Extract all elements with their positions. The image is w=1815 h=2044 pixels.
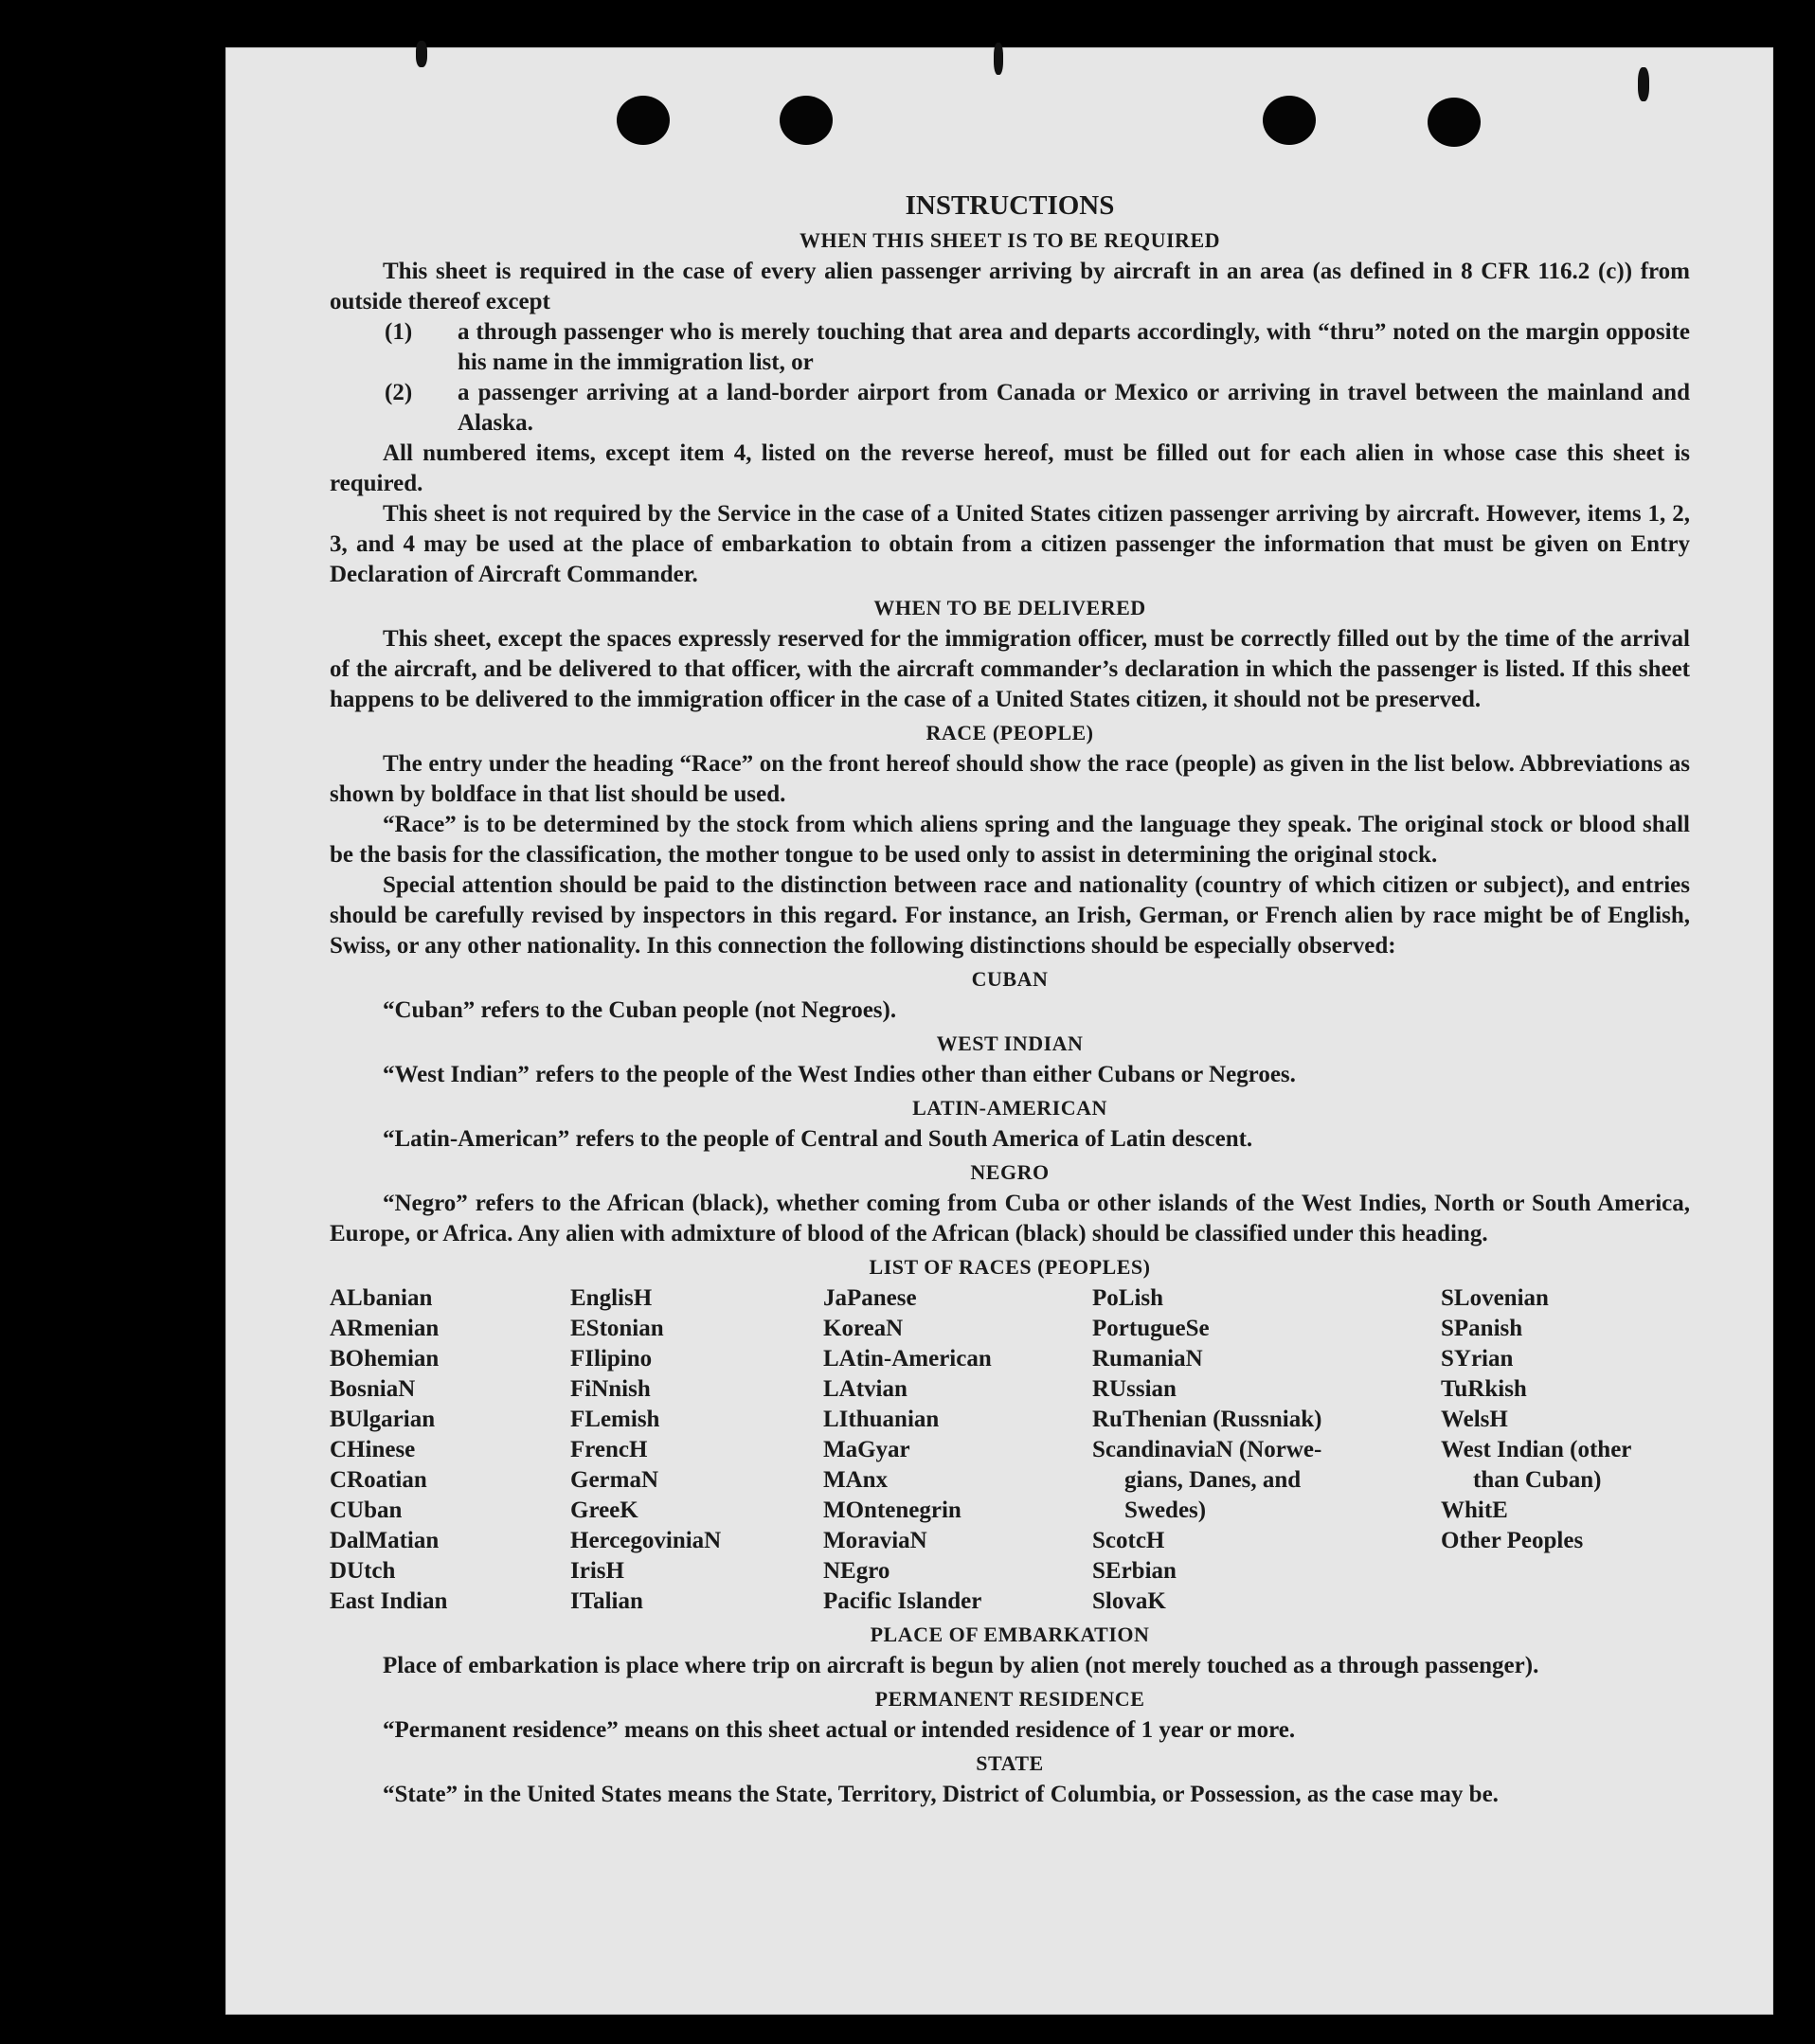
race-item: SPanish [1441,1316,1523,1341]
race-item: MOntenegrin [823,1497,961,1523]
race-item: JaPanese [823,1285,917,1311]
race-item: MAnx [823,1467,889,1493]
race-item: ARmenian [330,1316,440,1341]
paragraph: “West Indian” refers to the people of the West Indies other than either Cubans or Negroes. [383,1062,1296,1087]
paragraph: The entry under the heading “Race” on the front hereof should show the race (people) as given in the list below. Abbreviations as shown by boldface in that list should be used. [330,751,1690,807]
paragraph: “Race” is to be determined by the stock from which aliens spring and the language they speak. The original stock or blood shall be the basis for the classification, the mother tongue to be used only to assist in determining the original stock. [330,812,1690,868]
race-item: HercegoviniaN [570,1528,722,1553]
race-column [1441,1283,1690,1617]
race-item: CUban [330,1497,403,1523]
numbered-item [330,378,1690,439]
section-heading: PERMANENT RESIDENCE [874,1687,1145,1711]
race-item: FrencH [570,1437,648,1462]
section-heading: WHEN THIS SHEET IS TO BE REQUIRED [799,228,1221,252]
section-heading: STATE [976,1751,1044,1775]
race-item: Pacific Islander [823,1588,982,1614]
scan-speck [994,43,1003,75]
race-item: than Cuban) [1473,1467,1602,1493]
race-item: RumaniaN [1092,1346,1203,1372]
scan-speck [1638,67,1649,101]
race-column [823,1283,1092,1617]
paragraph: “State” in the United States means the State, Territory, District of Columbia, or Possession, as the case may be. [383,1782,1499,1807]
race-item: ALbanian [330,1285,433,1311]
race-item: Swedes) [1124,1497,1207,1523]
paragraph: “Negro” refers to the African (black), whether coming from Cuba or other islands of the West Indies, North or South America, Europe, or Africa. Any alien with admixture of blood of the African (black) should be classified under this heading. [330,1191,1690,1246]
paragraph: “Latin-American” refers to the people of Central and South America of Latin descent. [383,1126,1253,1152]
race-item: EnglisH [570,1285,653,1311]
race-item: SlovaK [1092,1588,1166,1614]
race-item: PoLish [1092,1285,1164,1311]
numbered-item [330,317,1690,378]
race-list [330,1283,1690,1617]
paragraph: Place of embarkation is place where trip on aircraft is begun by alien (not merely touched as a through passenger). [383,1653,1539,1678]
item-number: (1) [385,319,413,345]
race-item: FIlipino [570,1346,653,1372]
race-item: gians, Danes, and [1124,1467,1302,1493]
race-item: BUlgarian [330,1407,436,1432]
paragraph: This sheet, except the spaces expressly reserved for the immigration officer, must be correctly filled out by the time of the arrival of the aircraft, and be delivered to that officer, with the aircraft commander’s declaration in which the passenger is listed. If this sheet happens to be delivered to the immigration officer in the case of a United States citizen, it should not be preserved. [330,626,1690,712]
page-title: INSTRUCTIONS [905,190,1115,221]
section-heading: NEGRO [970,1160,1050,1184]
race-item: LAtin-American [823,1346,992,1372]
race-column [570,1283,823,1617]
paragraph: “Permanent residence” means on this sheet actual or intended residence of 1 year or more. [383,1717,1296,1743]
race-item: MaGyar [823,1437,910,1462]
paragraph: Special attention should be paid to the distinction between race and nationality (country of which citizen or subject), and entries should be carefully revised by inspectors in this regard. For instance, an Irish, German, or French alien by race might be of English, Swiss, or any other nationality. In this connection the following distinctions should be especially observed: [330,872,1690,959]
section-heading: LATIN-AMERICAN [912,1096,1107,1120]
section-heading: PLACE OF EMBARKATION [870,1623,1150,1646]
race-item: WelsH [1441,1407,1508,1432]
race-item: SYrian [1441,1346,1514,1372]
race-column [330,1283,570,1617]
race-item: TuRkish [1441,1376,1527,1402]
paragraph: This sheet is required in the case of every alien passenger arriving by aircraft in an area (as defined in 8 CFR 116.2 (c)) from outside thereof except [330,259,1690,314]
paragraph: This sheet is not required by the Service in the case of a United States citizen passenger arriving by aircraft. However, items 1, 2, 3, and 4 may be used at the place of embarkation to obtain from a citizen passenger the information that must be given on Entry Declaration of Aircraft Commander. [330,501,1690,587]
paragraph: “Cuban” refers to the Cuban people (not Negroes). [383,997,897,1023]
race-item: FiNnish [570,1376,651,1402]
section-heading: CUBAN [971,967,1049,991]
race-item: Other Peoples [1441,1528,1584,1553]
race-item: ScotcH [1092,1528,1165,1553]
punch-hole [1263,96,1316,145]
race-item: EStonian [570,1316,664,1341]
instructions-text [330,139,1690,1810]
item-text: a passenger arriving at a land-border airport from Canada or Mexico or arriving in travel between the mainland and Alaska. [458,380,1690,436]
race-item: SLovenian [1441,1285,1549,1311]
race-item: MoraviaN [823,1528,927,1553]
race-item: East Indian [330,1588,448,1614]
punch-hole [780,96,833,145]
race-item: DUtch [330,1558,396,1584]
race-column [1092,1283,1441,1617]
race-item: DalMatian [330,1528,440,1553]
race-item: PortugueSe [1092,1316,1210,1341]
race-item: BOhemian [330,1346,440,1372]
race-item: LAtvian [823,1376,908,1402]
race-item: ITalian [570,1588,643,1614]
section-heading: WEST INDIAN [936,1031,1084,1055]
race-item: CRoatian [330,1467,427,1493]
race-item: FLemish [570,1407,660,1432]
race-item: BosniaN [330,1376,416,1402]
race-item: WhitE [1441,1497,1508,1523]
race-item: NEgro [823,1558,890,1584]
paragraph: All numbered items, except item 4, listed on the reverse hereof, must be filled out for each alien in whose case this sheet is required. [330,440,1690,496]
item-number: (2) [385,380,413,405]
race-item: West Indian (other [1441,1437,1632,1462]
race-item: RuThenian (Russniak) [1092,1407,1322,1432]
race-item: LIthuanian [823,1407,940,1432]
item-text: a through passenger who is merely touching that area and departs accordingly, with “thru” noted on the margin opposite his name in the immigration list, or [458,319,1690,375]
race-item: CHinese [330,1437,416,1462]
race-item: GermaN [570,1467,659,1493]
section-heading: LIST OF RACES (PEOPLES) [869,1255,1151,1279]
race-item: RUssian [1092,1376,1177,1402]
scan-speck [416,41,427,67]
section-heading: WHEN TO BE DELIVERED [873,596,1146,619]
section-heading: RACE (PEOPLE) [925,721,1094,744]
race-item: KoreaN [823,1316,904,1341]
race-item: IrisH [570,1558,624,1584]
race-item: GreeK [570,1497,638,1523]
race-item: ScandinaviaN (Norwe- [1092,1437,1322,1462]
race-item: SErbian [1092,1558,1177,1584]
punch-hole [617,96,670,145]
document-page [225,47,1773,2015]
